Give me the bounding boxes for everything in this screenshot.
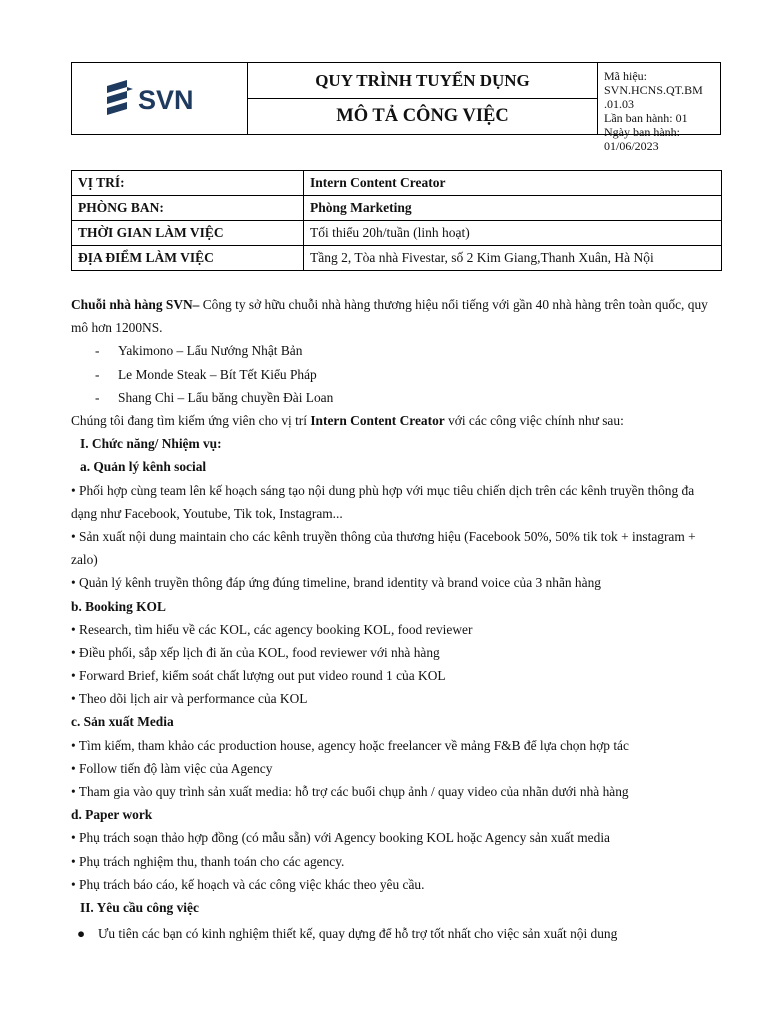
table-row (72, 196, 722, 221)
seeking-sentence: Chúng tôi đang tìm kiếm ứng viên cho vị trí Intern Content Creator với các công việc chính như sau: (71, 412, 624, 428)
info-value: Intern Content Creator (304, 171, 722, 196)
list-item: • Forward Brief, kiểm soát chất lượng out put video round 1 của KOL (71, 668, 446, 684)
subsection-heading: a. Quản lý kênh social (80, 459, 207, 475)
section-heading: I. Chức năng/ Nhiệm vụ: (80, 436, 222, 452)
list-item: • Follow tiến độ làm việc của Agency (71, 760, 273, 776)
table-row (72, 171, 722, 196)
svn-logo-icon (105, 78, 215, 120)
list-item: • Tham gia vào quy trình sản xuất media: hỗ trợ các buổi chụp ảnh / quay video của nhãn dưới nhà hàng (71, 784, 629, 800)
document-meta (598, 63, 720, 153)
subsection-heading: d. Paper work (71, 807, 153, 823)
list-item: • Phối hợp cùng team lên kế hoạch sáng tạo nội dung phù hợp với mục tiêu chiến dịch trên các kênh truyền thông đa dạng như Facebook, Youtube, Tik tok, Instagram... (71, 482, 695, 521)
meta-code-label: Mã hiệu: (604, 69, 647, 83)
list-item: • Quản lý kênh truyền thông đáp ứng đúng timeline, brand identity và brand voice của 3 nhãn hàng (71, 575, 601, 591)
brand-item: - Yakimono – Lẩu Nướng Nhật Bản (95, 343, 303, 359)
info-label: PHÒNG BAN: (72, 196, 304, 221)
info-value: Tầng 2, Tòa nhà Fivestar, số 2 Kim Giang,Thanh Xuân, Hà Nội (304, 246, 722, 271)
meta-code: SVN.HCNS.QT.BM .01.03 (604, 83, 703, 111)
meta-issue: Lần ban hành: 01 (604, 111, 688, 125)
list-item: • Theo dõi lịch air và performance của KOL (71, 691, 308, 707)
job-description-body (71, 293, 711, 919)
list-item: • Research, tìm hiểu về các KOL, các agency booking KOL, food reviewer (71, 621, 473, 637)
info-label: VỊ TRÍ: (72, 171, 304, 196)
list-item: • Tìm kiếm, tham khảo các production house, agency hoặc freelancer về mảng F&B để lựa chọn hợp tác (71, 737, 629, 753)
subsection-heading: c. Sản xuất Media (71, 714, 174, 730)
list-item: • Điều phối, sắp xếp lịch đi ăn của KOL, food reviewer với nhà hàng (71, 644, 440, 660)
document-header (71, 62, 721, 153)
intro-company: Chuỗi nhà hàng SVN– (71, 297, 200, 312)
document-title: MÔ TẢ CÔNG VIỆC (336, 106, 509, 126)
requirement-item (77, 926, 617, 942)
brand-item: - Shang Chi – Lẩu băng chuyền Đài Loan (95, 389, 334, 405)
brand-item: - Le Monde Steak – Bít Tết Kiểu Pháp (95, 366, 317, 382)
info-label: ĐỊA ĐIỂM LÀM VIỆC (72, 246, 304, 271)
list-item: • Phụ trách soạn thảo hợp đồng (có mẫu sẵn) với Agency booking KOL hoặc Agency sản xuất media (71, 830, 610, 846)
bullet-icon: ● (77, 926, 86, 941)
table-row (72, 246, 722, 271)
intro-text: Công ty sở hữu chuỗi nhà hàng thương hiệu nổi tiếng với gần 40 nhà hàng trên toàn quốc, quy mô hơn 1200NS. (71, 297, 708, 336)
company-logo (72, 63, 248, 134)
meta-date: Ngày ban hành: 01/06/2023 (604, 125, 680, 153)
process-title: QUY TRÌNH TUYỂN DỤNG (248, 63, 597, 99)
info-value: Tối thiểu 20h/tuần (linh hoạt) (304, 221, 722, 246)
position-info-table (71, 170, 722, 271)
list-item: • Phụ trách báo cáo, kế hoạch và các công việc khác theo yêu cầu. (71, 876, 425, 892)
list-item: • Sản xuất nội dung maintain cho các kênh truyền thông của thương hiệu (Facebook 50%, 50% tik tok + instagram + zalo) (71, 528, 696, 568)
requirement-text: Ưu tiên các bạn có kinh nghiệm thiết kế, quay dựng để hỗ trợ tốt nhất cho việc sản xuất nội dung (98, 926, 618, 941)
list-item: • Phụ trách nghiệm thu, thanh toán cho các agency. (71, 853, 345, 869)
intro-paragraph (71, 293, 711, 339)
section-heading: II. Yêu cầu công việc (80, 899, 199, 915)
table-row (72, 221, 722, 246)
info-label: THỜI GIAN LÀM VIỆC (72, 221, 304, 246)
info-value: Phòng Marketing (304, 196, 722, 221)
subsection-heading: b. Booking KOL (71, 598, 166, 614)
svg-text:SVN: SVN (137, 84, 194, 115)
